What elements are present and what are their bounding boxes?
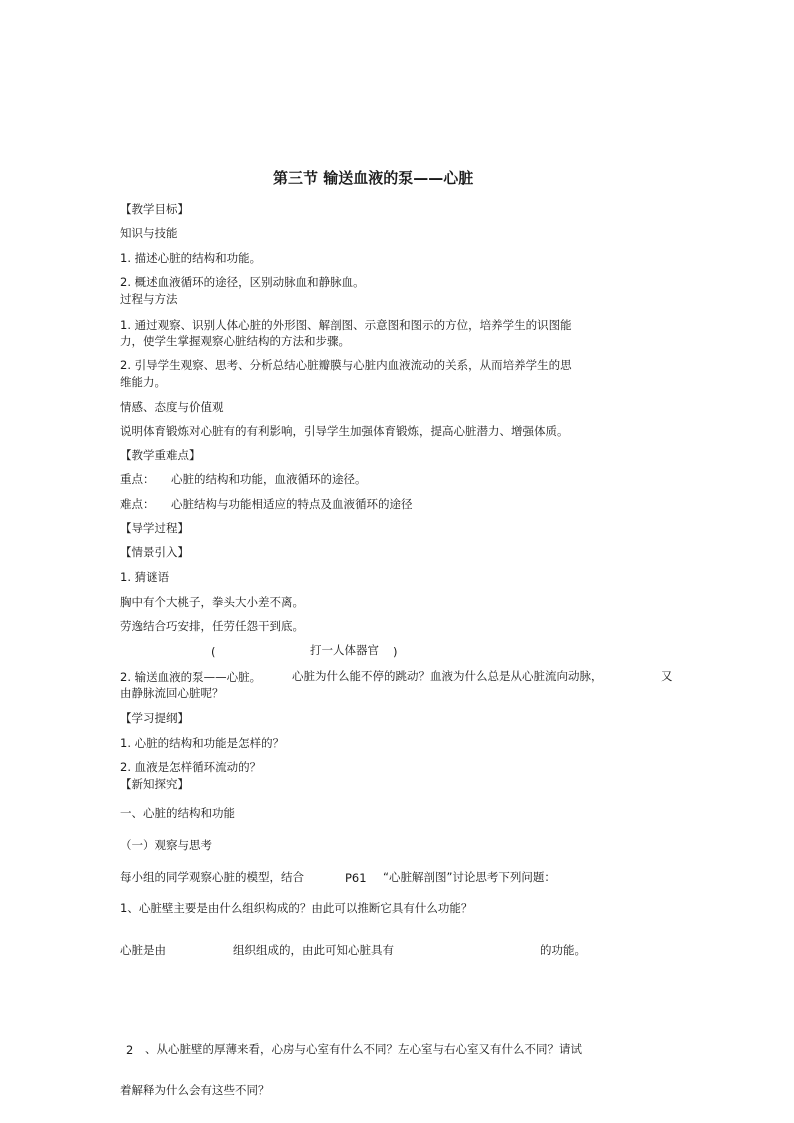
instruction-part-1: 每小组的同学观察心脏的模型，结合 xyxy=(120,870,304,884)
question-2-part-3: 又 xyxy=(661,669,673,683)
process-heading: 【导学过程】 xyxy=(120,521,189,535)
intro-heading: 【情景引入】 xyxy=(120,545,189,559)
process-item-1-line2: 力，使学生掌握观察心脏结构的方法和步骤。 xyxy=(120,334,350,348)
difficulty-text: 心脏结构与功能相适应的特点及血液循环的途径 xyxy=(171,497,413,511)
outline-item-1: 1. 心脏的结构和功能是怎样的？ xyxy=(120,736,285,750)
difficulty-label: 难点： xyxy=(120,497,155,511)
question-1: 1、心脏壁主要是由什么组织构成的？由此可以推断它具有什么功能？ xyxy=(120,901,473,915)
riddle-open-paren: ( xyxy=(211,645,216,659)
question-2-part-1: 2. 输送血液的泵——心脏。 xyxy=(120,670,262,684)
question-2-part-2: 心脏为什么能不停的跳动？血液为什么总是从心脏流向动脉， xyxy=(292,669,603,683)
answer-1-part-3: 的功能。 xyxy=(540,943,586,957)
riddle-close-paren: ) xyxy=(393,645,398,659)
answer-1-part-1: 心脏是由 xyxy=(120,943,166,957)
key-points-heading: 【教学重难点】 xyxy=(120,448,201,462)
riddle-line-2: 劳逸结合巧安排，任劳任怨干到底。 xyxy=(120,619,304,633)
process-item-1-line1: 1. 通过观察、识别人体心脏的外形图、解剖图、示意图和图示的方位，培养学生的识图能 xyxy=(120,318,572,332)
knowledge-item-2: 2. 概述血液循环的途径，区别动脉血和静脉血。 xyxy=(120,275,365,289)
objectives-heading: 【教学目标】 xyxy=(120,202,189,216)
process-method-heading: 过程与方法 xyxy=(120,292,178,306)
key-text: 心脏的结构和功能，血液循环的途径。 xyxy=(171,472,367,486)
instruction-part-2: “心脏解剖图”讨论思考下列问题： xyxy=(383,870,556,884)
outline-heading: 【学习提纲】 xyxy=(120,711,189,725)
riddle-hint: 打一人体器官 xyxy=(310,643,379,657)
knowledge-heading: 知识与技能 xyxy=(120,226,178,240)
process-item-2-line2: 维能力。 xyxy=(120,375,166,389)
process-item-2-line1: 2. 引导学生观察、思考、分析总结心脏瓣膜与心脏内血液流动的关系，从而培养学生的思 xyxy=(120,358,572,372)
outline-item-2: 2. 血液是怎样循环流动的？ xyxy=(120,760,262,774)
explore-heading: 【新知探究】 xyxy=(120,777,189,791)
subsection-heading-1: （一）观察与思考 xyxy=(120,838,212,852)
emotion-heading: 情感、态度与价值观 xyxy=(120,400,224,414)
page-title: 第三节 输送血液的泵——心脏 xyxy=(273,169,474,187)
question-2-line-2: 由静脉流回心脏呢？ xyxy=(120,686,224,700)
key-label: 重点： xyxy=(120,472,155,486)
question-2-text: 、从心脏壁的厚薄来看，心房与心室有什么不同？左心室与右心室又有什么不同？请试 xyxy=(145,1042,582,1056)
answer-1-part-2: 组织组成的，由此可知心脏具有 xyxy=(233,943,394,957)
question-2-number: 2 xyxy=(126,1043,134,1057)
riddle-label: 1. 猜谜语 xyxy=(120,570,170,584)
emotion-text: 说明体育锻炼对心脏有的有利影响，引导学生加强体育锻炼，提高心脏潜力、增强体质。 xyxy=(120,424,569,438)
instruction-page-ref: P61 xyxy=(345,871,367,885)
knowledge-item-1: 1. 描述心脏的结构和功能。 xyxy=(120,251,262,265)
riddle-line-1: 胸中有个大桃子，拳头大小差不离。 xyxy=(120,595,304,609)
question-2-continuation: 着解释为什么会有这些不同？ xyxy=(120,1083,270,1097)
section-heading-1: 一、心脏的结构和功能 xyxy=(120,806,235,820)
